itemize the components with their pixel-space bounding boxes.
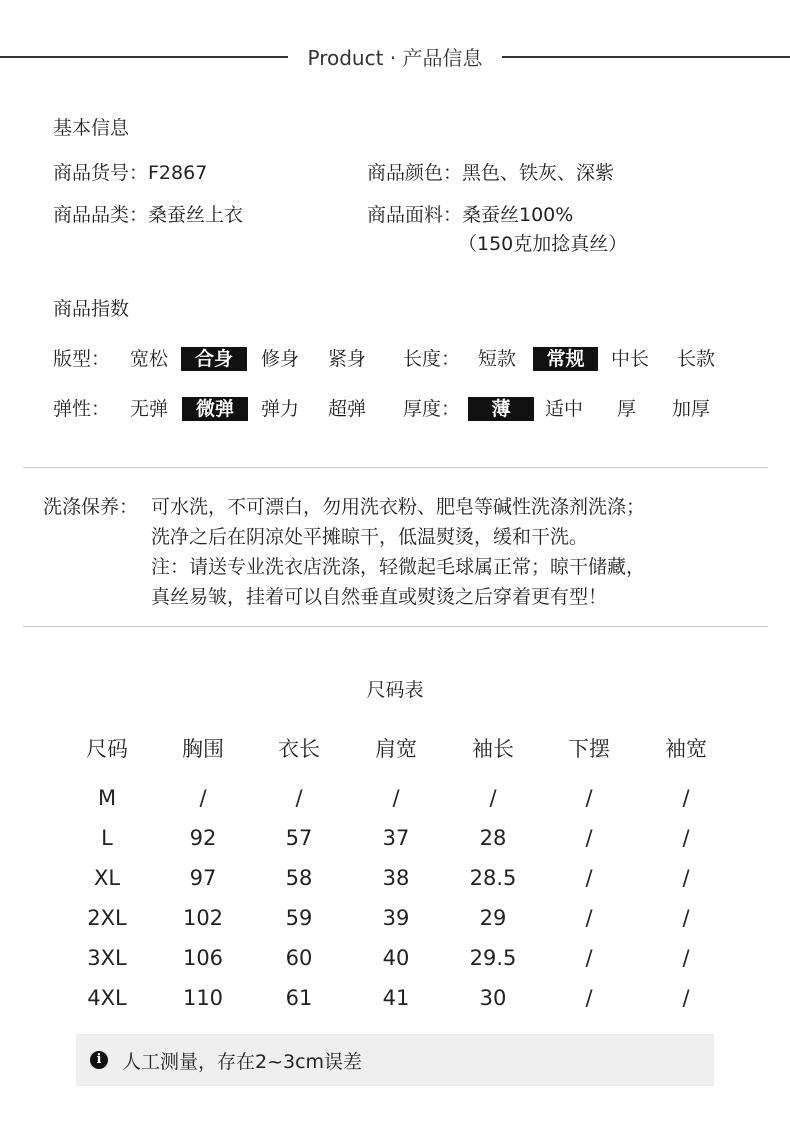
fabric-note: （150克加捻真丝）: [458, 233, 628, 255]
elasticity-option-slight-selected: 微弹: [182, 397, 248, 421]
table-cell: /: [585, 866, 593, 890]
care-line-4: 真丝易皱，挂着可以自然垂直或熨烫之后穿着更有型！: [151, 586, 608, 608]
table-cell: 61: [285, 986, 313, 1010]
table-cell: 57: [285, 826, 313, 850]
table-cell: 40: [382, 946, 410, 970]
table-cell: /: [199, 786, 207, 810]
thickness-option-thin-selected: 薄: [468, 397, 534, 421]
length-option-mid: 中长: [611, 348, 650, 370]
table-cell: 4XL: [87, 986, 127, 1010]
elasticity-label: 弹性：: [53, 398, 111, 420]
length-label: 长度：: [403, 348, 461, 370]
table-cell: /: [682, 906, 690, 930]
thickness-option-thick: 厚: [617, 398, 637, 420]
size-chart-title: 尺码表: [366, 679, 424, 701]
table-cell: 110: [182, 986, 224, 1010]
table-cell: /: [585, 786, 593, 810]
table-cell: /: [585, 946, 593, 970]
fit-label: 版型：: [53, 348, 111, 370]
care-line-3: 注：请送专业洗衣店洗涤，轻微起毛球属正常；晾干储藏，: [151, 556, 646, 578]
fit-option-regular-selected: 合身: [181, 347, 247, 371]
care-line-2: 洗净之后在阴凉处平摊晾干，低温熨烫，缓和干洗。: [151, 526, 589, 548]
size-header: 袖长: [472, 737, 514, 761]
elasticity-option-none: 无弹: [130, 398, 169, 420]
care-label: 洗涤保养：: [43, 496, 139, 518]
section-divider-bottom: [23, 626, 768, 627]
table-cell: 28: [479, 826, 507, 850]
size-header: 胸围: [182, 737, 224, 761]
table-cell: /: [682, 986, 690, 1010]
table-cell: 59: [285, 906, 313, 930]
info-icon: i: [90, 1051, 108, 1069]
size-header: 下摆: [568, 737, 610, 761]
table-cell: /: [682, 826, 690, 850]
thickness-option-extra-thick: 加厚: [672, 398, 711, 420]
product-fabric: 商品面料：桑蚕丝100%: [367, 204, 574, 226]
table-cell: M: [97, 786, 117, 810]
elasticity-option-super: 超弹: [328, 398, 367, 420]
size-header: 肩宽: [375, 737, 417, 761]
table-cell: 39: [382, 906, 410, 930]
item-number: 商品货号：F2867: [53, 162, 208, 184]
fit-option-loose: 宽松: [130, 348, 169, 370]
elasticity-option-elastic: 弹力: [261, 398, 300, 420]
table-cell: XL: [93, 866, 121, 890]
table-cell: /: [489, 786, 497, 810]
size-header: 衣长: [278, 737, 320, 761]
size-header: 袖宽: [665, 737, 707, 761]
fit-option-tight: 紧身: [328, 348, 367, 370]
table-cell: L: [101, 826, 113, 850]
table-cell: /: [392, 786, 400, 810]
table-cell: /: [585, 906, 593, 930]
table-cell: /: [682, 946, 690, 970]
table-cell: /: [682, 866, 690, 890]
table-cell: 106: [182, 946, 224, 970]
page-title: Product · 产品信息: [307, 46, 483, 70]
table-cell: 58: [285, 866, 313, 890]
thickness-option-moderate: 适中: [545, 398, 584, 420]
table-cell: /: [585, 986, 593, 1010]
basic-info-heading: 基本信息: [53, 117, 130, 139]
table-cell: /: [682, 786, 690, 810]
table-cell: 29.5: [469, 946, 517, 970]
product-index-heading: 商品指数: [53, 298, 130, 320]
table-cell: 37: [382, 826, 410, 850]
length-option-regular-selected: 常规: [533, 347, 598, 371]
measurement-note: [76, 1034, 714, 1086]
table-cell: 102: [182, 906, 224, 930]
section-divider-top: [23, 467, 768, 468]
thickness-label: 厚度：: [403, 398, 461, 420]
table-cell: 38: [382, 866, 410, 890]
table-cell: /: [295, 786, 303, 810]
table-cell: 60: [285, 946, 313, 970]
table-cell: 3XL: [87, 946, 127, 970]
table-cell: 28.5: [469, 866, 517, 890]
table-cell: 41: [382, 986, 410, 1010]
care-line-1: 可水洗，不可漂白，勿用洗衣粉、肥皂等碱性洗涤剂洗涤；: [151, 496, 646, 518]
table-cell: /: [585, 826, 593, 850]
table-cell: 97: [189, 866, 217, 890]
size-header: 尺码: [86, 737, 128, 761]
product-colors: 商品颜色：黑色、铁灰、深紫: [367, 162, 615, 184]
table-cell: 92: [189, 826, 217, 850]
fit-option-slim: 修身: [261, 348, 300, 370]
product-category: 商品品类：桑蚕丝上衣: [53, 204, 244, 226]
table-cell: 29: [479, 906, 507, 930]
length-option-long: 长款: [677, 348, 716, 370]
table-cell: 30: [479, 986, 507, 1010]
measurement-note-text: 人工测量，存在2~3cm误差: [122, 1051, 363, 1073]
table-cell: 2XL: [87, 906, 127, 930]
length-option-short: 短款: [478, 348, 517, 370]
